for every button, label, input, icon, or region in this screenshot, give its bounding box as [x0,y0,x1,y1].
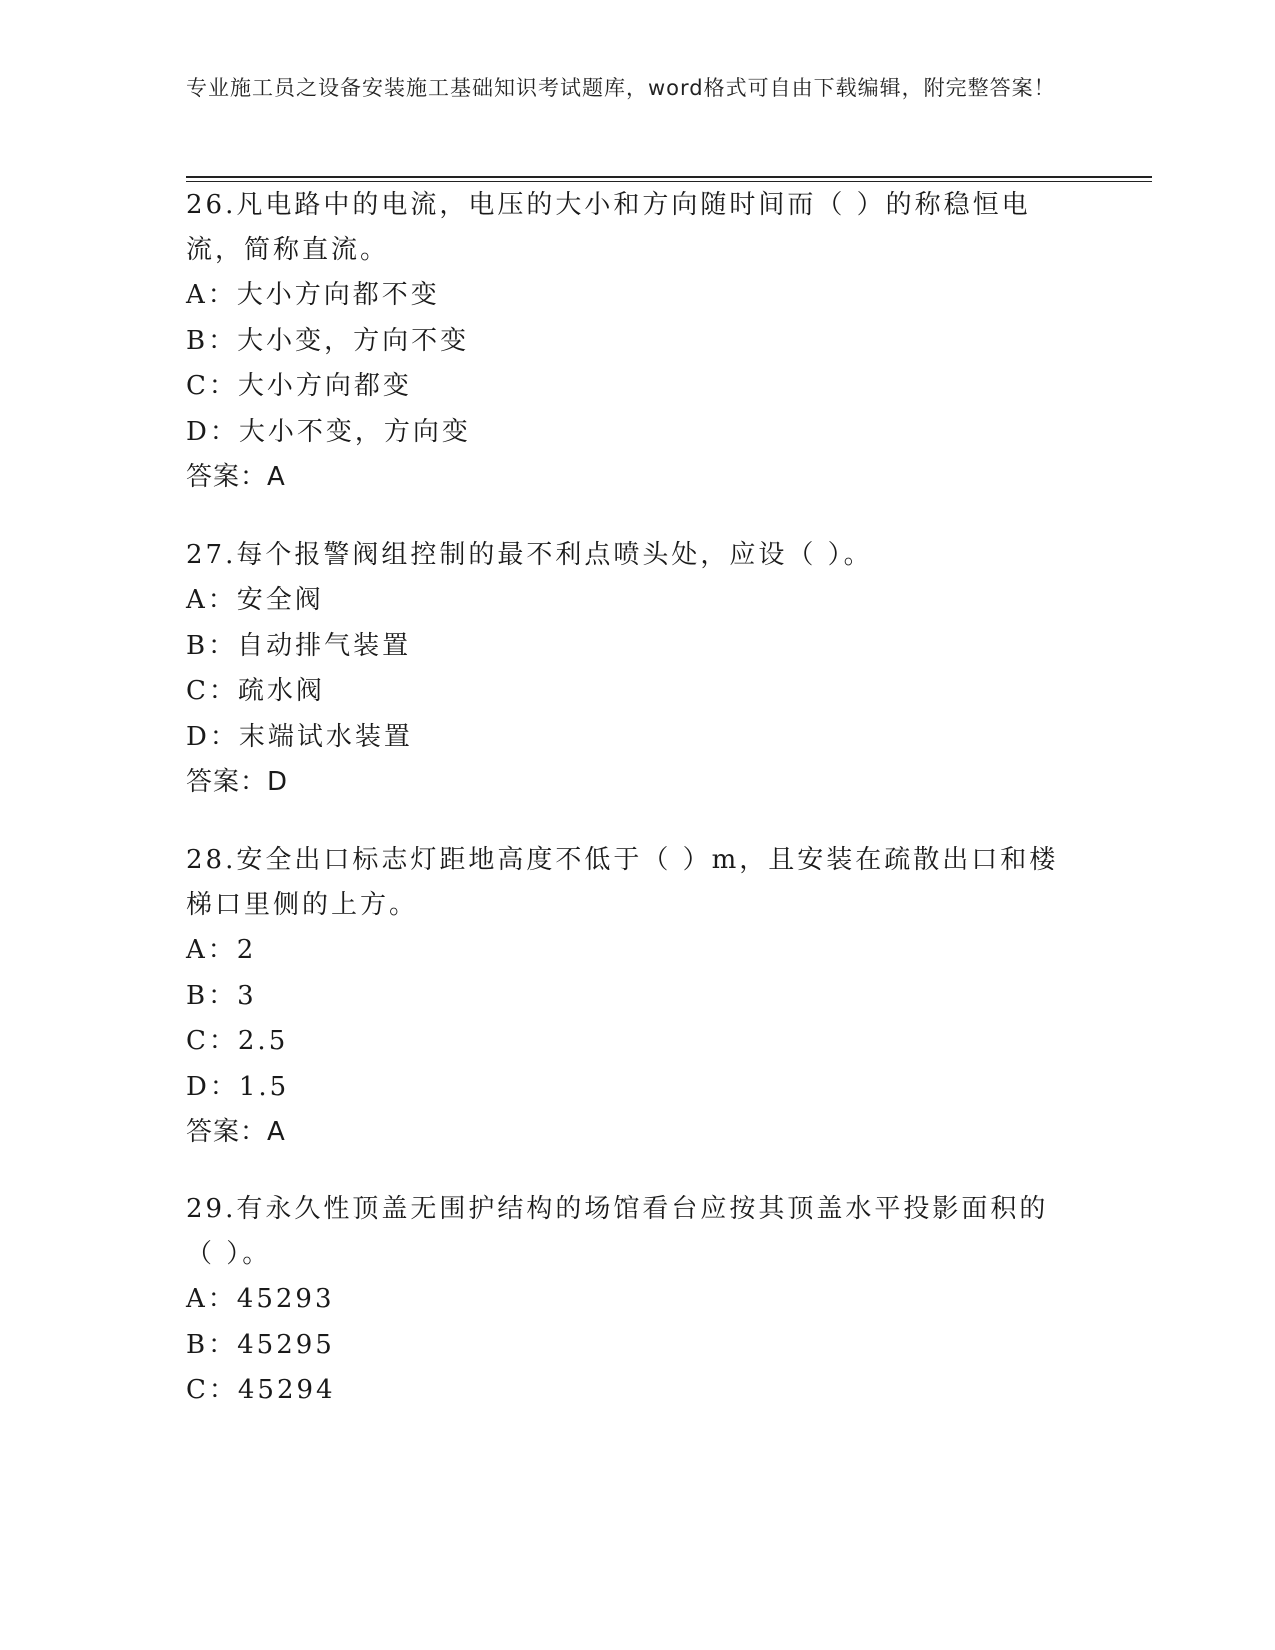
header-divider [186,176,1152,178]
answer-line [186,760,1066,806]
option-b: B：45295 [186,1329,335,1360]
answer-value: A [267,1117,285,1147]
question-26 [186,183,1066,501]
option-a: A：2 [186,935,257,965]
answer-value: A [267,462,285,492]
option-c: C：2.5 [186,1026,289,1056]
option-b: B：大小变，方向不变 [186,325,470,356]
question-stem: 26.凡电路中的电流，电压的大小和方向随时间而（ ）的称稳恒电流，简称直流。 [186,190,1031,265]
option-b: B：自动排气装置 [186,630,412,661]
option-a: A：大小方向都不变 [186,280,440,310]
question-27 [186,533,1066,806]
question-stem: 29.有永久性顶盖无围护结构的场馆看台应按其顶盖水平投影面积的（ ）。 [186,1194,1049,1269]
answer-label: 答案： [186,767,268,797]
option-d: D：1.5 [186,1071,290,1102]
option-b: B：3 [186,980,257,1011]
answer-value: D [267,767,288,797]
option-c: C：大小方向都变 [186,371,412,401]
option-c: C：45294 [186,1375,336,1405]
document-header: 专业施工员之设备安装施工基础知识考试题库，word格式可自由下载编辑，附完整答案！ [186,76,1056,100]
question-29 [186,1187,1066,1414]
question-stem: 28.安全出口标志灯距地高度不低于（ ）m，且安装在疏散出口和楼梯口里侧的上方。 [186,845,1059,920]
question-stem: 27.每个报警阀组控制的最不利点喷头处，应设（ ）。 [186,540,873,570]
answer-label: 答案： [186,462,268,492]
option-a: A：安全阀 [186,585,324,615]
answer-label: 答案： [186,1117,268,1147]
option-a: A：45293 [186,1284,335,1314]
option-d: D：大小不变，方向变 [186,416,471,447]
option-c: C：疏水阀 [186,676,325,706]
question-28 [186,838,1066,1156]
answer-line [186,455,1066,501]
option-d: D：末端试水装置 [186,721,413,752]
answer-line [186,1110,1066,1156]
